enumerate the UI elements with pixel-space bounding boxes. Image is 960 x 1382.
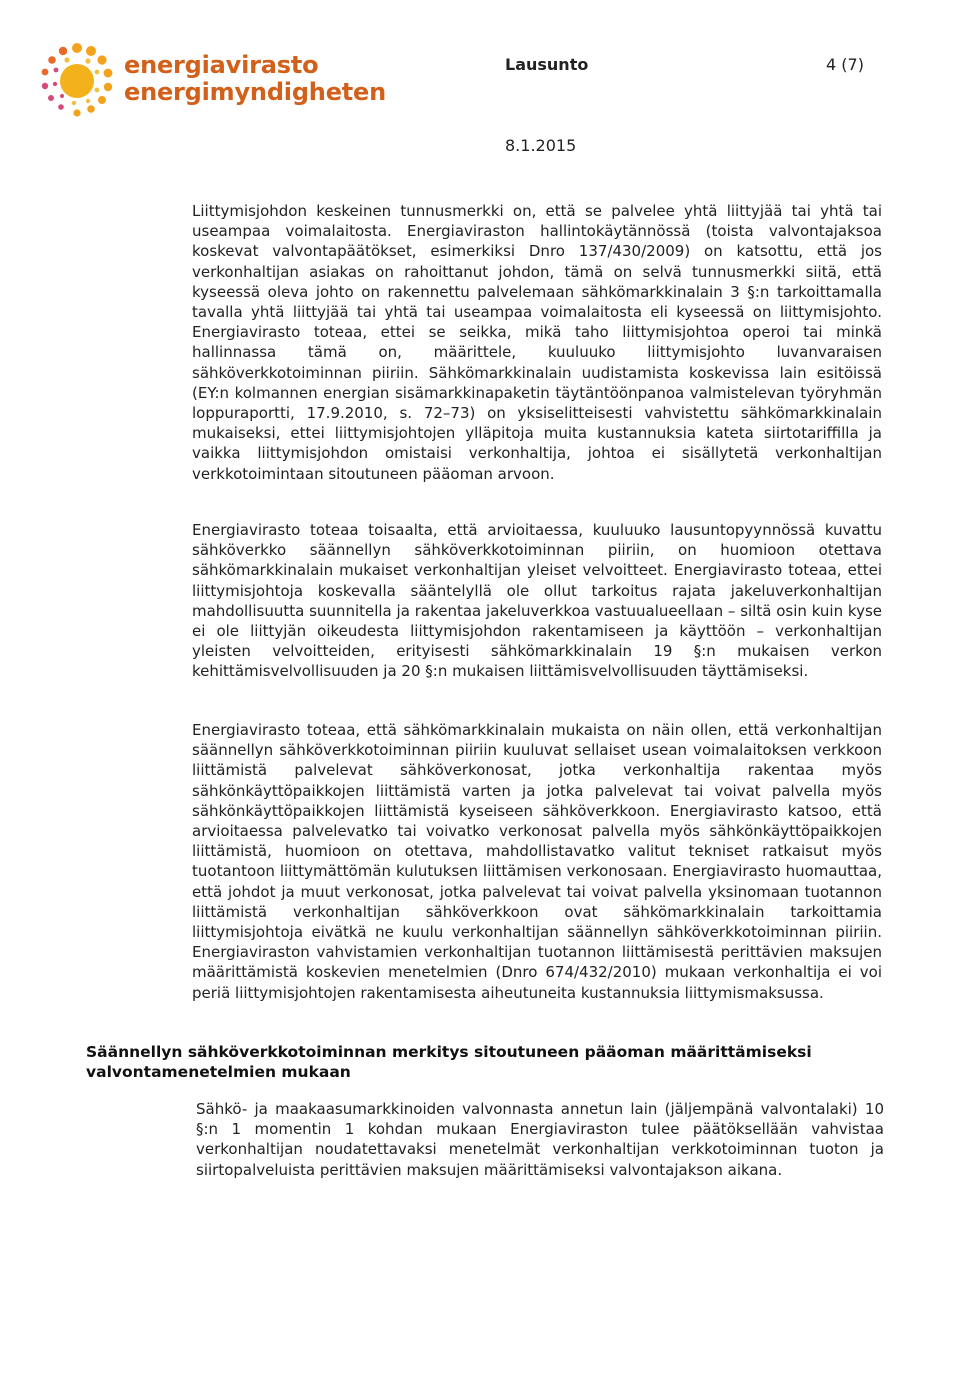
paragraph-valvontalaki: Sähkö- ja maakaasumarkkinoiden valvonnasta annetun lain (jäljempänä valvontalaki) 10 §:n 1 momentin 1 kohdan mukaan Energiaviraston tulee päätöksellään vahvistaa verkonhaltijan noudatettavaksi menetelmät verkonhaltijan verkkotoiminnan tuoton ja siirtopalveluista perittävien maksujen määrittämiseksi valvontajakson aikana. [196, 1100, 884, 1179]
energiavirasto-logo-icon [36, 40, 118, 122]
page-header [0, 0, 960, 170]
paragraph-yleiset-velvoitteet: Energiavirasto toteaa toisaalta, että arvioitaessa, kuuluuko lausuntopyynnössä kuvattu sähköverkko säännellyn sähköverkkotoiminnan piiriin, on huomioon otettava sähkömarkkinalain mukaiset verkonhaltijan yleiset velvoitteet. Energiavirasto toteaa, ettei liittymisjohtoja koskevalla sääntelyllä ole ollut tarkoitus rajata jakeluverkonhaltijan mahdollisuutta suunnitella ja rakentaa jakeluverkkoa vastuualueellaan – siltä osin kuin kyse ei ole liittyjän oikeudesta liittymisjohdon rakentamiseen ja käyttöön – verkonhaltijan yleisten velvoitteiden, erityisesti sähkömarkkinalain 19 §:n mukaisen verkon kehittämisvelvollisuuden ja 20 §:n mukaisen liittämisvelvollisuuden täyttämiseksi. [192, 521, 882, 681]
page-number: 4 (7) [826, 55, 864, 74]
document-type: Lausunto [505, 55, 589, 74]
paragraph-verkonosat: Energiavirasto toteaa, että sähkömarkkinalain mukaista on näin ollen, että verkonhaltijan säännellyn sähköverkkotoiminnan piiriin kuuluvat sellaiset usean voimalaitoksen verkkoon liittämistä palvelevat sähköverkonosat, jotka verkonhaltija rakentaa myös sähkönkäyttöpaikkojen liittämistä varten ja jotka palvelevat tai voivat palvella myös sähkönkäyttöpaikkojen liittämistä kyseiseen sähköverkkoon. Energiavirasto katsoo, että arvioitaessa palvelevatko tai voivatko verkonosat palvella myös sähkönkäyttöpaikkojen liittämistä, huomioon on otettava, mahdollistavatko valitut tekniset ratkaisut myös tuotantoon liittymättömän kulutuksen liittämisen verkonosaan. Energiavirasto huomauttaa, että johdot ja muut verkonosat, jotka palvelevat tai voivat palvella yksinomaan tuotannon liittämistä verkonhaltijan sähköverkkoon ovat sähkömarkkinalain tarkoittamia liittymisjohtoja eivätkä ne kuulu verkonhaltijan säännellyn sähköverkkotoiminnan piiriin. Energiaviraston vahvistamien verkonhaltijan tuotannon liittämisestä perittävien maksujen määrittämistä koskevien menetelmien (Dnro 674/432/2010) mukaan verkonhaltija ei voi periä liittymisjohtojen rakentamisesta aiheutuneita kustannuksia liittymismaksussa. [192, 721, 882, 1002]
brand-name-swedish: energimyndigheten [124, 78, 387, 106]
brand-name [124, 52, 386, 106]
paragraph-liittymisjohto: Liittymisjohdon keskeinen tunnusmerkki on, että se palvelee yhtä liittyjää tai yhtä tai useampaa voimalaitosta. Energiaviraston hallintokäytännössä (toista valvontajaksoa koskevat valvontapäätökset, esimerkiksi Dnro 137/430/2009) on katsottu, että jos verkonhaltijan asiakas on rahoittanut johdon, tämä on selvä tunnusmerkki siitä, että kyseessä oleva johto on rakennettu palvelemaan sähkömarkkinalain 3 §:n tarkoittamalla tavalla yhtä liittyjää tai yhtä tai useampaa voimalaitosta eli kyseessä on liittymisjohto. Energiavirasto toteaa, ettei se seikka, mikä taho liittymisjohtoa operoi tai minkä hallinnassa tämä on, määrittele, kuuluuko liittymisjohto luvanvaraisen sähköverkkotoiminnan piiriin. Sähkömarkkinalain uudistamista koskevissa lain esitöissä (EY:n kolmannen energian sisämarkkinapaketin täytäntöönpanoa valmistelevan työryhmän loppuraportti, 17.9.2010, s. 72–73) on yksiselitteisesti vahvistettu sähkömarkkinalain mukaiseksi, ettei liittymisjohtojen ylläpitoja muita kustannuksia kateta siirtotariffilla ja vaikka liittymisjohdon omistaisi verkonhaltija, johtoa ei sisällytetä verkonhaltijan verkkotoimintaan sitoutuneen pääoman arvoon. [192, 202, 882, 483]
section-heading: Säännellyn sähköverkkotoiminnan merkitys sitoutuneen pääoman määrittämiseksi valvontamenetelmien mukaan [86, 1043, 812, 1081]
document-date: 8.1.2015 [505, 136, 577, 155]
brand-name-finnish: energiavirasto [124, 51, 319, 79]
